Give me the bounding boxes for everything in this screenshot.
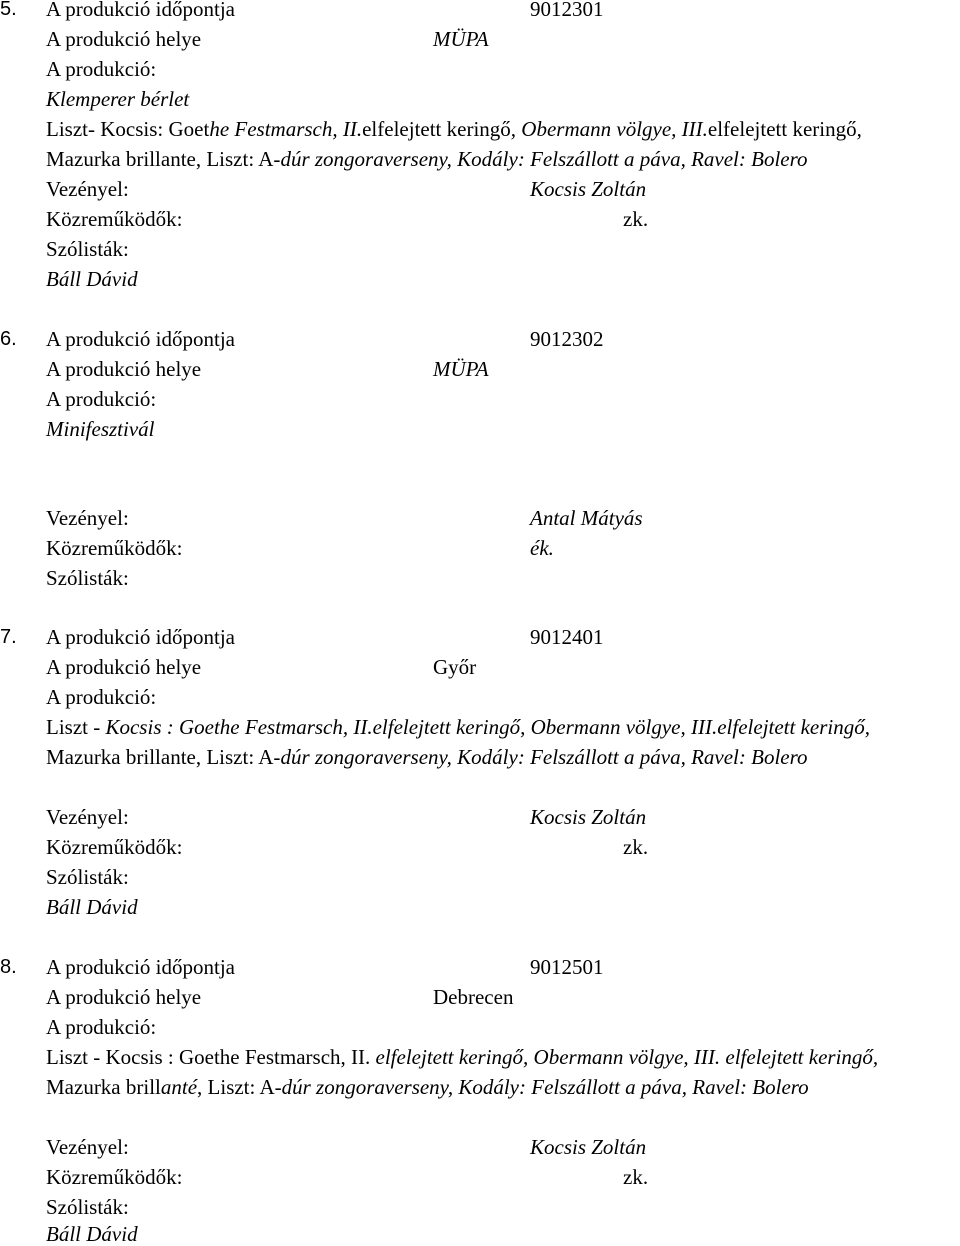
conductor-label: Vezényel:: [46, 1135, 129, 1159]
date-label: A produkció időpontja: [46, 955, 235, 979]
contributors-label: Közreműködők:: [46, 536, 183, 560]
date-value: 9012301: [530, 0, 604, 21]
date-value: 9012401: [530, 625, 604, 649]
soloist-name: Báll Dávid: [46, 267, 138, 291]
place-value: MÜPA: [433, 27, 489, 51]
production-label: A produkció:: [46, 387, 157, 411]
production-title: Minifesztivál: [46, 417, 155, 441]
program-text: , Obermann völgye, III.: [510, 117, 708, 141]
date-label: A produkció időpontja: [46, 625, 235, 649]
contributors-value: zk.: [623, 207, 649, 231]
entry-number: 6.: [0, 328, 17, 350]
entry-number: 8.: [0, 956, 17, 978]
date-label: A produkció időpontja: [46, 327, 235, 351]
place-label: A produkció helye: [46, 357, 202, 381]
program-text: Liszt - Kocsis : Goethe Festmarsch, II.: [46, 1045, 376, 1069]
program-text: he Festmarsch, II.: [209, 117, 363, 141]
place-value: Debrecen: [433, 985, 514, 1009]
soloist-name: Báll Dávid: [46, 1222, 138, 1246]
place-label: A produkció helye: [46, 655, 202, 679]
date-value: 9012302: [530, 327, 604, 351]
production-label: A produkció:: [46, 57, 157, 81]
contributors-value: zk.: [623, 835, 649, 859]
program-text: Mazurka brillante, Liszt: A-: [46, 147, 281, 171]
production-label: A produkció:: [46, 1015, 157, 1039]
program-text: elfelejtett keringő, Obermann völgye, III. elfelejtett keringő,: [375, 1045, 879, 1069]
program-text: elfelejtett keringő: [707, 117, 857, 141]
program-text: Mazurka brill: [46, 1075, 161, 1099]
program-line-2: [46, 147, 808, 171]
program-text: ,: [856, 117, 862, 141]
contributors-value: zk.: [623, 1165, 649, 1189]
program-text: anté: [160, 1075, 198, 1099]
program-text: Liszt- Kocsis: Goet: [46, 117, 210, 141]
entry-number: 5.: [0, 0, 17, 20]
program-text: dúr zongoraverseny, Kodály: Felszállott a páva, Ravel: Bolero: [280, 745, 808, 769]
program-text: Liszt -: [46, 715, 106, 739]
soloists-label: Szólisták:: [46, 566, 129, 590]
soloists-label: Szólisták:: [46, 237, 129, 261]
program-line-1: [46, 715, 870, 739]
soloist-name: Báll Dávid: [46, 895, 138, 919]
contributors-label: Közreműködők:: [46, 207, 183, 231]
soloists-label: Szólisták:: [46, 1195, 129, 1219]
production-title: Klemperer bérlet: [46, 87, 190, 111]
program-text: elfelejtett keringő: [362, 117, 511, 141]
program-line-1: [46, 1045, 878, 1069]
soloists-label: Szólisták:: [46, 865, 129, 889]
place-value-text: Győr: [433, 655, 477, 679]
contributors-value: ék.: [530, 536, 554, 560]
program-text: , Liszt: A-: [197, 1075, 282, 1099]
conductor-value: Kocsis Zoltán: [530, 805, 647, 829]
program-line-1: [46, 117, 862, 141]
program-text: dúr zongoraverseny, Kodály: Felszállott a páva, Ravel: Bolero: [280, 147, 808, 171]
program-text: Kocsis : Goethe Festmarsch, II.elfelejtett keringő, Obermann völgye, III.elfelejtett keringő,: [105, 715, 870, 739]
conductor-value: Antal Mátyás: [530, 506, 643, 530]
entry-number: 7.: [0, 626, 17, 648]
conductor-label: Vezényel:: [46, 177, 129, 201]
contributors-label: Közreműködők:: [46, 1165, 183, 1189]
contributors-label: Közreműködők:: [46, 835, 183, 859]
place-value: [433, 655, 476, 679]
program-text: Mazurka brillante, Liszt: A-: [46, 745, 281, 769]
program-text: dúr zongoraverseny, Kodály: Felszállott a páva, Ravel: Bolero: [281, 1075, 809, 1099]
date-label: A produkció időpontja: [46, 0, 235, 21]
place-label: A produkció helye: [46, 985, 202, 1009]
place-label: A produkció helye: [46, 27, 202, 51]
program-line-2: [46, 745, 808, 769]
production-label: A produkció:: [46, 685, 157, 709]
conductor-value: Kocsis Zoltán: [530, 1135, 647, 1159]
place-value: MÜPA: [433, 357, 489, 381]
date-value: 9012501: [530, 955, 604, 979]
conductor-label: Vezényel:: [46, 506, 129, 530]
program-line-2: [46, 1075, 809, 1099]
conductor-label: Vezényel:: [46, 805, 129, 829]
conductor-value: Kocsis Zoltán: [530, 177, 647, 201]
